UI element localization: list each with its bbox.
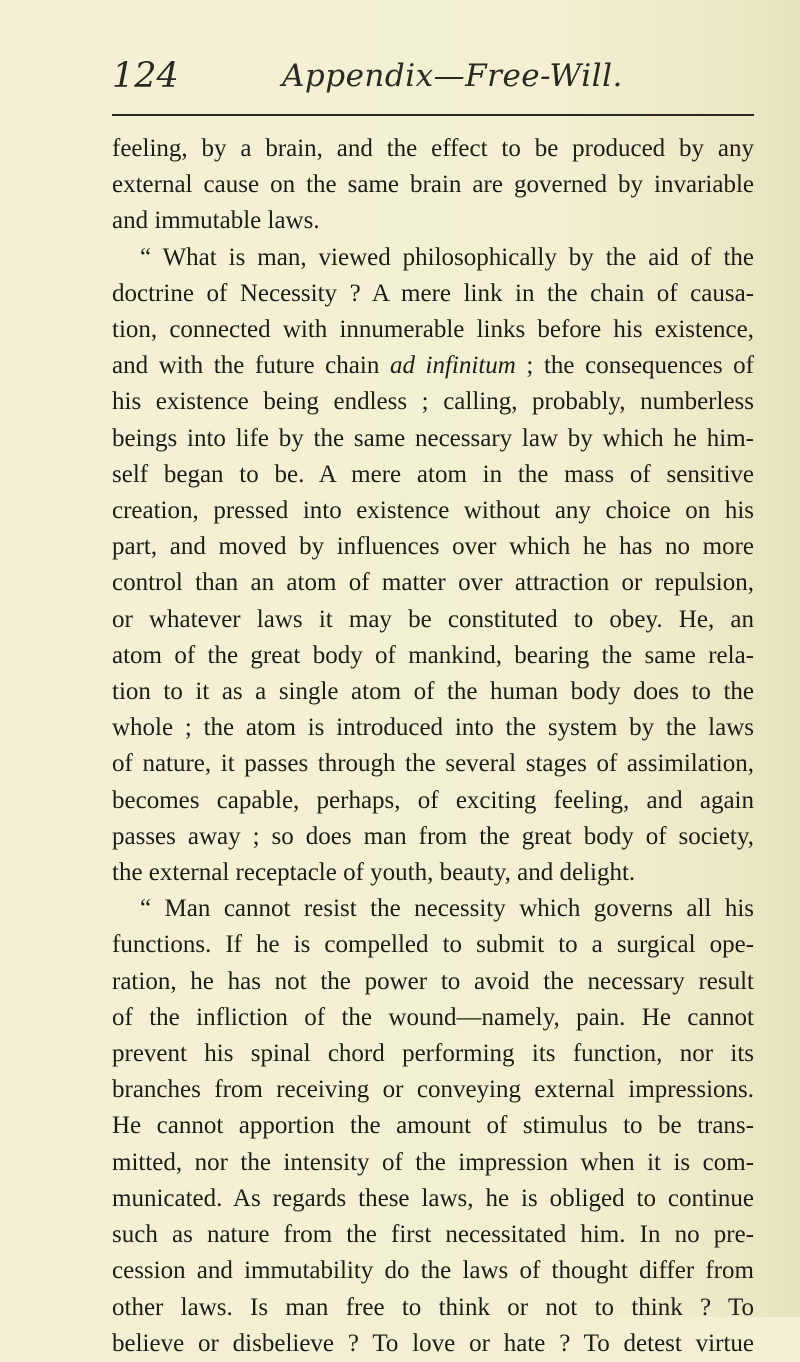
text-line: He cannot apportion the amount of stimulus to be trans-: [112, 1112, 754, 1140]
text-line: other laws. Is man free to think or not to think ? To: [112, 1293, 754, 1321]
text-line: cession and immutability do the laws of thought differ from: [112, 1257, 754, 1285]
body-text: [112, 131, 754, 1362]
text-line: such as nature from the first necessitated him. In no pre-: [112, 1221, 754, 1249]
text-line: tion, connected with innumerable links before his existence,: [112, 316, 754, 344]
running-title: Appendix—Free-Will.: [282, 58, 623, 94]
text-line: of the infliction of the wound—namely, pain. He cannot: [112, 1003, 754, 1031]
page-header: [112, 46, 756, 106]
text-line: beings into life by the same necessary law by which he him-: [112, 424, 754, 452]
text-line: his existence being endless ; calling, probably, numberless: [112, 388, 754, 416]
text-line: passes away ; so does man from the great body of society,: [112, 822, 754, 850]
text-line: feeling, by a brain, and the effect to be produced by any: [112, 135, 754, 162]
header-rule: [112, 114, 754, 116]
text-line: part, and moved by influences over which he has no more: [112, 533, 754, 561]
text-line: branches from receiving or conveying external impressions.: [112, 1076, 754, 1104]
text-line: whole ; the atom is introduced into the system by the laws: [112, 714, 754, 742]
text-line: creation, pressed into existence without any choice on his: [112, 497, 754, 525]
page-number: 124: [112, 56, 179, 96]
text-line: of nature, it passes through the several stages of assimilation,: [112, 750, 754, 778]
text-line: ration, he has not the power to avoid the necessary result: [112, 967, 754, 995]
text-line: “ What is man, viewed philosophically by the aid of the: [140, 243, 754, 271]
text-line: believe or disbelieve ? To love or hate ? To detest virtue: [112, 1329, 754, 1357]
text-line: municated. As regards these laws, he is obliged to continue: [112, 1184, 754, 1212]
text-line: control than an atom of matter over attraction or repulsion,: [112, 569, 754, 597]
text-line: and immutable laws.: [112, 207, 320, 235]
text-line: doctrine of Necessity ? A mere link in the chain of causa-: [112, 279, 754, 307]
text-line: and with the future chain ad infinitum ; the consequences of: [112, 352, 754, 380]
text-line: self began to be. A mere atom in the mass of sensitive: [112, 460, 754, 488]
text-line: external cause on the same brain are governed by invariable: [112, 171, 754, 199]
text-line: prevent his spinal chord performing its function, nor its: [112, 1040, 754, 1068]
text-line: tion to it as a single atom of the human body does to the: [112, 678, 754, 706]
text-line: or whatever laws it may be constituted to obey. He, an: [112, 605, 754, 633]
text-line: becomes capable, perhaps, of exciting feeling, and again: [112, 786, 754, 814]
text-line: atom of the great body of mankind, bearing the same rela-: [112, 641, 754, 669]
text-line: mitted, nor the intensity of the impression when it is com-: [112, 1148, 754, 1176]
text-line: functions. If he is compelled to submit to a surgical ope-: [112, 931, 754, 959]
text-line: “ Man cannot resist the necessity which governs all his: [140, 895, 754, 923]
text-line: the external receptacle of youth, beauty, and delight.: [112, 859, 636, 887]
